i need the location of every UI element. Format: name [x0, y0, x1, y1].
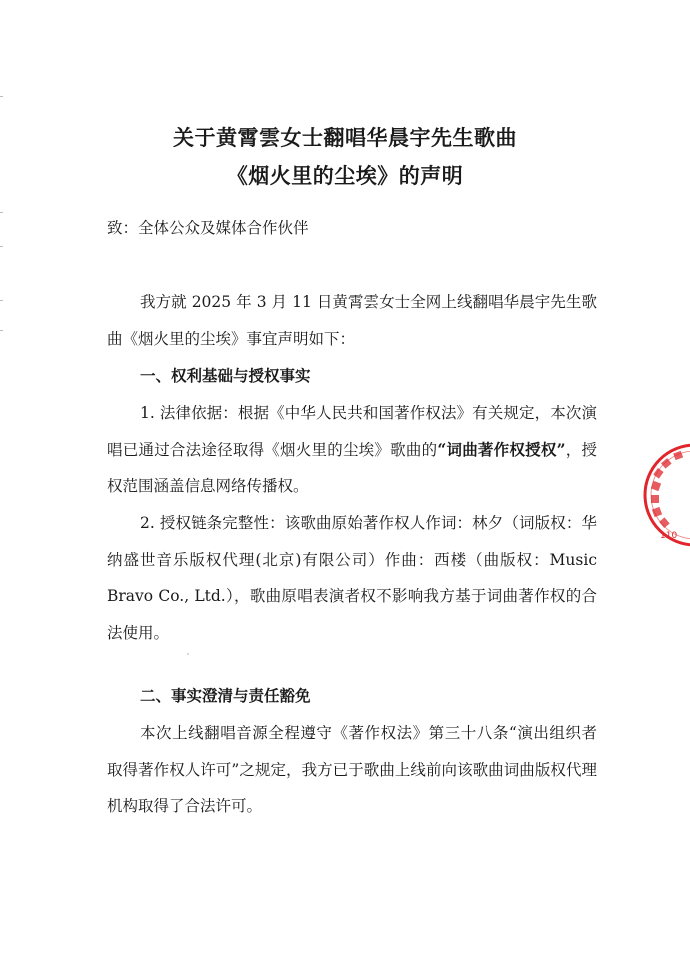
addressee: 致：全体公众及媒体合作伙伴 [107, 219, 309, 237]
margin-mark [0, 330, 3, 331]
margin-mark [0, 96, 3, 97]
scan-speck [187, 653, 189, 655]
margin-mark [0, 300, 3, 301]
company-seal [640, 440, 690, 550]
margin-mark [0, 212, 3, 213]
para1-bold-term: “词曲著作权授权” [437, 439, 566, 459]
intro-paragraph: 我方就 2025 年 3 月 11 日黄霄雲女士全网上线翻唱华晨宇先生歌曲《烟火里的尘埃》事宜声明如下： [107, 293, 597, 348]
document-title-line1: 关于黄霄雲女士翻唱华晨宇先生歌曲 [173, 125, 517, 150]
document-title-line2: 《烟火里的尘埃》的声明 [226, 163, 464, 188]
section2-heading: 二、事实澄清与责任豁免 [140, 686, 311, 705]
section1-paragraph1 [107, 395, 597, 505]
section2-paragraph1: 本次上线翻唱音源全程遵守《著作权法》第三十八条“演出组织者取得著作权人许可”之规定，我方已于歌曲上线前向该歌曲词曲版权代理机构取得了合法许可。 [107, 724, 597, 815]
seal-number: 110 [660, 531, 678, 541]
section1-paragraph2: 2. 授权链条完整性：该歌曲原始著作权人作词：林夕（词版权：华纳盛世音乐版权代理(北京)有限公司）作曲：西楼（曲版权：Music Bravo Co., Ltd.），歌曲原唱表演者权不影响我方基于词曲著作权的合法使用。 [107, 514, 597, 642]
section1-heading: 一、权利基础与授权事实 [140, 366, 311, 385]
para1-text: 1. 法律依据：根据《中华人民共和国著作权法》有关规定，本次演唱已通过合法途径取得《烟火里的尘埃》歌曲的 [107, 404, 597, 459]
margin-mark [0, 246, 3, 247]
para1-text-end: ，授权范围涵盖信息网络传播权。 [107, 440, 597, 495]
